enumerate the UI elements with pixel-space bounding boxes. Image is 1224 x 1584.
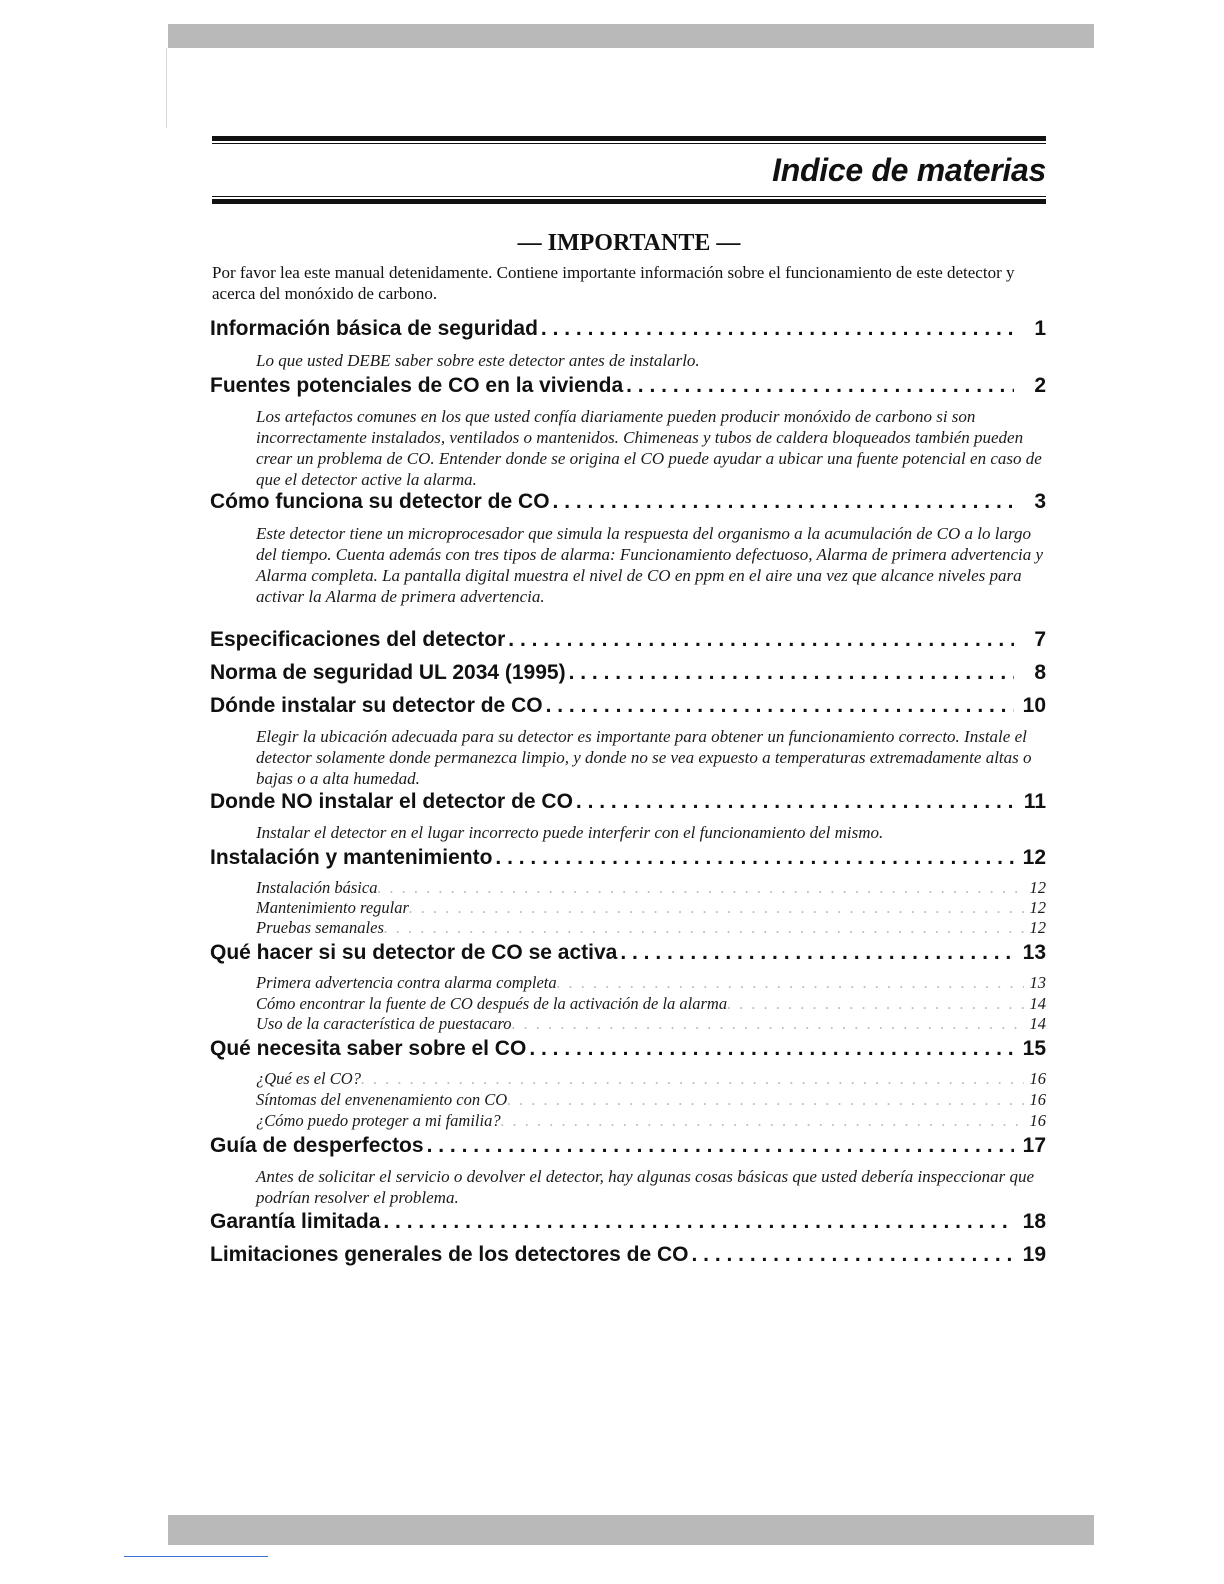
dot-leader (377, 878, 1023, 898)
toc-entry-donde-no-instalar[interactable] (210, 790, 1046, 814)
dot-leader (546, 694, 1014, 718)
toc-entry-description: Instalar el detector en el lugar incorrecto puede interferir con el funcionamiento del mismo. (256, 823, 884, 842)
dot-leader (620, 941, 1014, 965)
toc-entry-page: 1 (1034, 317, 1046, 340)
toc-entry-title: Dónde instalar su detector de CO (210, 694, 543, 717)
toc-subentry[interactable]: Primera advertencia contra alarma completa . . . 13 (256, 973, 1046, 993)
header-rule-bottom-thin (212, 196, 1046, 197)
toc-entry-title: Cómo funciona su detector de CO (210, 490, 550, 513)
scan-bottom-band (168, 1515, 1094, 1545)
toc-entry-instalacion[interactable] (210, 846, 1046, 870)
toc-entry-description: Elegir la ubicación adecuada para su detector es importante para obtener un funcionamiento correcto. Instale el detector solamente donde permanezca limpio, y donde no se vea expuesto a temperaturas extremadamente altas o bajas o a alta humedad. (256, 727, 1032, 788)
dot-leader (576, 790, 1014, 814)
toc-subentry[interactable]: Cómo encontrar la fuente de CO después de la activación de la alarma . . . 14 (256, 994, 1046, 1014)
toc-entry-especificaciones[interactable] (210, 628, 1046, 652)
toc-entry-guia[interactable] (210, 1134, 1046, 1158)
toc-entry-page: 15 (1022, 1037, 1046, 1060)
dot-leader (427, 1134, 1014, 1158)
toc-entry-title: Fuentes potenciales de CO en la vivienda (210, 374, 624, 397)
scan-top-band (168, 24, 1094, 48)
dot-leader (512, 1014, 1024, 1034)
toc-entry-norma-ul[interactable] (210, 661, 1046, 685)
toc-entry-description: Este detector tiene un microprocesador que simula la respuesta del organismo a la acumulación de CO a lo largo del tiempo. Cuenta además con tres tipos de alarma: Funcionamiento defectuoso, Alarma de primera advertencia y Alarma completa. La pantalla digital muestra el nivel de CO en ppm en el aire una vez que alcance niveles para activar la Alarma de primera advertencia. (256, 524, 1044, 606)
scan-edge-line (166, 48, 167, 128)
toc-subentry[interactable]: ¿Qué es el CO? . . . 16 (256, 1069, 1046, 1089)
toc-entry-page: 18 (1022, 1210, 1046, 1233)
dot-leader (507, 1090, 1023, 1110)
important-text: Por favor lea este manual detenidamente. Contiene importante información sobre el funcionamiento de este detector y acerca del monóxido de carbono. (212, 263, 1015, 303)
toc-entry-title: Donde NO instalar el detector de CO (210, 790, 573, 813)
header-rule-top (212, 136, 1046, 141)
toc-entry-description: Los artefactos comunes en los que usted confía diariamente pueden producir monóxido de carbono si son incorrectamente instalados, ventilados o mantenidos. Chimeneas y tubos de caldera bloqueados también pueden crear un problema de CO. Entender donde se origina el CO puede ayudar a ubicar una fuente potencial en caso de que el detector active la alarma. (256, 407, 1042, 489)
toc-subentry[interactable]: Uso de la característica de puestacaro . . . 14 (256, 1014, 1046, 1034)
toc-entry-page: 10 (1022, 694, 1046, 717)
toc-entry-fuentes[interactable] (210, 374, 1046, 398)
dot-leader (383, 1210, 1014, 1234)
dot-leader (626, 374, 1014, 398)
page-title: Indice de materias (772, 152, 1046, 188)
toc-entry-page: 19 (1022, 1243, 1046, 1266)
header-rule-bottom (212, 199, 1046, 204)
toc-entry-title: Qué hacer si su detector de CO se activa (210, 941, 618, 964)
dot-leader (508, 628, 1014, 652)
toc-entry-limitaciones[interactable] (210, 1243, 1046, 1267)
toc-entry-garantia[interactable] (210, 1210, 1046, 1234)
dot-leader (569, 661, 1014, 685)
toc-entry-page: 7 (1034, 628, 1046, 651)
toc-entry-seguridad[interactable] (210, 317, 1046, 341)
toc-subentry[interactable]: Mantenimiento regular . . . 12 (256, 898, 1046, 918)
toc-entry-title: Limitaciones generales de los detectores de CO (210, 1243, 689, 1266)
toc-entry-title: Garantía limitada (210, 1210, 381, 1233)
dot-leader (384, 918, 1024, 938)
scan-artifact-line (124, 1556, 268, 1557)
dot-leader (361, 1069, 1024, 1089)
toc-entry-title: Especificaciones del detector (210, 628, 506, 651)
toc-entry-page: 8 (1034, 661, 1046, 684)
toc-entry-description: Lo que usted DEBE saber sobre este detector antes de instalarlo. (256, 351, 700, 370)
toc-entry-title: Guía de desperfectos (210, 1134, 424, 1157)
toc-entry-page: 3 (1034, 490, 1046, 513)
toc-entry-page: 11 (1023, 790, 1046, 813)
toc-subentry[interactable]: Síntomas del envenenamiento con CO . . . 16 (256, 1090, 1046, 1110)
toc-entry-title: Qué necesita saber sobre el CO (210, 1037, 527, 1060)
important-heading: — IMPORTANTE — (517, 230, 741, 256)
dot-leader (557, 973, 1024, 993)
toc-entry-title: Norma de seguridad UL 2034 (1995) (210, 661, 566, 684)
dot-leader (727, 994, 1023, 1014)
dot-leader (692, 1243, 1015, 1267)
toc-subentry[interactable]: Pruebas semanales . . . 12 (256, 918, 1046, 938)
dot-leader (495, 846, 1014, 870)
toc-entry-title: Información básica de seguridad (210, 317, 538, 340)
toc-entry-page: 12 (1022, 846, 1046, 869)
toc-entry-title: Instalación y mantenimiento (210, 846, 493, 869)
dot-leader (409, 898, 1024, 918)
dot-leader (553, 490, 1014, 514)
toc-entry-donde-instalar[interactable] (210, 694, 1046, 718)
toc-entry-como-funciona[interactable] (210, 490, 1046, 514)
toc-entry-page: 13 (1022, 941, 1046, 964)
header-rule-top-thin (212, 143, 1046, 144)
toc-entry-page: 17 (1022, 1134, 1046, 1157)
toc-subentry[interactable]: ¿Cómo puedo proteger a mi familia? . . . 16 (256, 1111, 1046, 1131)
toc-entry-page: 2 (1034, 374, 1046, 397)
dot-leader (501, 1111, 1024, 1131)
toc-entry-que-hacer[interactable] (210, 941, 1046, 965)
toc-subentry[interactable]: Instalación básica . . . 12 (256, 878, 1046, 898)
toc-entry-description: Antes de solicitar el servicio o devolver el detector, hay algunas cosas básicas que usted debería inspeccionar que podrían resolver el problema. (256, 1167, 1035, 1207)
toc-entry-que-necesita[interactable] (210, 1037, 1046, 1061)
dot-leader (541, 317, 1014, 341)
dot-leader (529, 1037, 1014, 1061)
